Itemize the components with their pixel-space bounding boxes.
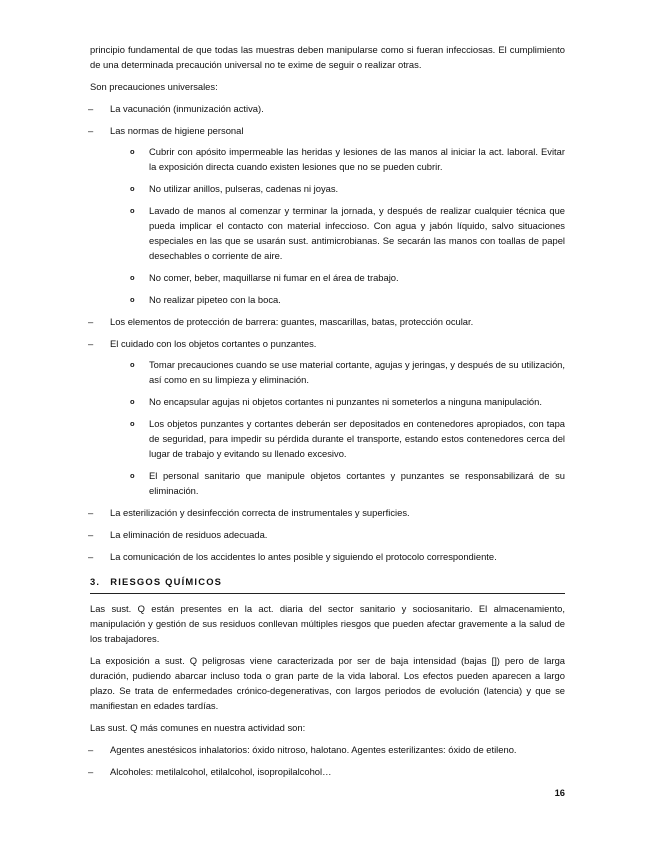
precaution-item — [90, 314, 565, 329]
sub-list-item — [110, 468, 565, 498]
sub-list — [110, 357, 565, 498]
dash-bullet: – — [88, 529, 94, 540]
precaution-text: El cuidado con los objetos cortantes o punzantes. — [110, 338, 317, 349]
precaution-item — [90, 101, 565, 116]
sub-item-text: Lavado de manos al comenzar y terminar la jornada, y después de realizar cualquier técnica que pueda implicar el contacto con material infeccioso. Con agua y jabón líquido, salvo situaciones especiales en las que se usarán sust. antimicrobianas. Se secarán las manos con toallas de papel desechables o corriente de aire. — [149, 205, 565, 261]
sub-list-item — [110, 181, 565, 196]
circle-bullet: o — [130, 206, 135, 215]
sub-item-text: El personal sanitario que manipule objetos cortantes y punzantes se responsabilizará de su eliminación. — [149, 470, 565, 496]
sub-item-text: Tomar precauciones cuando se use material cortante, agujas y jeringas, y después de su utilización, así como en su limpieza y eliminación. — [149, 359, 565, 385]
precaution-item — [90, 549, 565, 564]
circle-bullet: o — [130, 273, 135, 282]
precaution-item — [90, 123, 565, 307]
sub-list-item — [110, 357, 565, 387]
precaution-text: Los elementos de protección de barrera: guantes, mascarillas, batas, protección ocular. — [110, 316, 474, 327]
precautions-lead: Son precauciones universales: — [90, 81, 218, 92]
sub-item-text: No realizar pipeteo con la boca. — [149, 294, 281, 305]
circle-bullet: o — [130, 360, 135, 369]
chemical-text: Agentes anestésicos inhalatorios: óxido nitroso, halotano. Agentes esterilizantes: óxido de etileno. — [110, 744, 517, 755]
sub-list-item — [110, 203, 565, 263]
circle-bullet: o — [130, 419, 135, 428]
dash-bullet: – — [88, 507, 94, 518]
section-paragraph-2: La exposición a sust. Q peligrosas viene caracterizada por ser de baja intensidad (bajas []) pero de larga duración, pudiendo abarcar incluso toda o gran parte de la vida laboral. Los efectos pueden aparecen a largo plazo. Se trata de enfermedades crónico-degenerativas, con largos periodos de evolución (latencia) y que se manifiestan en edades tardías. — [90, 655, 565, 711]
chemicals-lead: Las sust. Q más comunes en nuestra actividad son: — [90, 722, 306, 733]
circle-bullet: o — [130, 397, 135, 406]
chemical-item — [90, 764, 565, 779]
section-title: RIESGOS QUÍMICOS — [110, 576, 223, 587]
section-paragraph-1: Las sust. Q están presentes en la act. diaria del sector sanitario y sociosanitario. El almacenamiento, manipulación y gestión de sus residuos conllevan múltiples riesgos que pueden afectar gravemente a la salud de los trabajadores. — [90, 603, 565, 644]
section-heading — [90, 574, 565, 594]
chemicals-list — [90, 742, 565, 779]
dash-bullet: – — [88, 316, 94, 327]
dash-bullet: – — [88, 766, 94, 777]
dash-bullet: – — [88, 551, 94, 562]
sub-list-item — [110, 292, 565, 307]
precaution-text: La comunicación de los accidentes lo antes posible y siguiendo el protocolo correspondiente. — [110, 551, 497, 562]
precautions-list — [90, 101, 565, 564]
sub-list-item — [110, 394, 565, 409]
sub-list-item — [110, 416, 565, 461]
chemical-text: Alcoholes: metilalcohol, etilalcohol, isopropilalcohol… — [110, 766, 332, 777]
sub-item-text: No comer, beber, maquillarse ni fumar en el área de trabajo. — [149, 272, 399, 283]
sub-item-text: No utilizar anillos, pulseras, cadenas ni joyas. — [149, 183, 339, 194]
precaution-item — [90, 505, 565, 520]
circle-bullet: o — [130, 471, 135, 480]
page-content — [90, 42, 565, 786]
section-number: 3. — [90, 576, 101, 587]
precaution-text: Las normas de higiene personal — [110, 125, 244, 136]
chemical-item — [90, 742, 565, 757]
precaution-text: La esterilización y desinfección correcta de instrumentales y superficies. — [110, 507, 410, 518]
intro-paragraph: principio fundamental de que todas las muestras deben manipularse como si fueran infecciosas. El cumplimiento de una determinada precaución universal no te exime de seguir o realizar otras. — [90, 44, 565, 70]
sub-item-text: No encapsular agujas ni objetos cortantes ni punzantes ni someterlos a ninguna manipulación. — [149, 396, 542, 407]
sub-list-item — [110, 270, 565, 285]
precaution-item — [90, 336, 565, 498]
circle-bullet: o — [130, 147, 135, 156]
dash-bullet: – — [88, 744, 94, 755]
dash-bullet: – — [88, 103, 94, 114]
precaution-item — [90, 527, 565, 542]
circle-bullet: o — [130, 184, 135, 193]
sub-item-text: Los objetos punzantes y cortantes deberán ser depositados en contenedores apropiados, con tapa de seguridad, para impedir su pérdida durante el transporte, estando estos contenedores cerca del lugar de trabajo y evitando su llenado excesivo. — [149, 418, 565, 459]
page-number: 16 — [554, 787, 565, 798]
circle-bullet: o — [130, 295, 135, 304]
sub-list — [110, 144, 565, 307]
precaution-text: La eliminación de residuos adecuada. — [110, 529, 268, 540]
sub-item-text: Cubrir con apósito impermeable las heridas y lesiones de las manos al iniciar la act. laboral. Evitar la exposición directa cuando existen lesiones que no se pueden cubrir. — [149, 146, 565, 172]
dash-bullet: – — [88, 125, 94, 136]
precaution-text: La vacunación (inmunización activa). — [110, 103, 264, 114]
dash-bullet: – — [88, 338, 94, 349]
sub-list-item — [110, 144, 565, 174]
